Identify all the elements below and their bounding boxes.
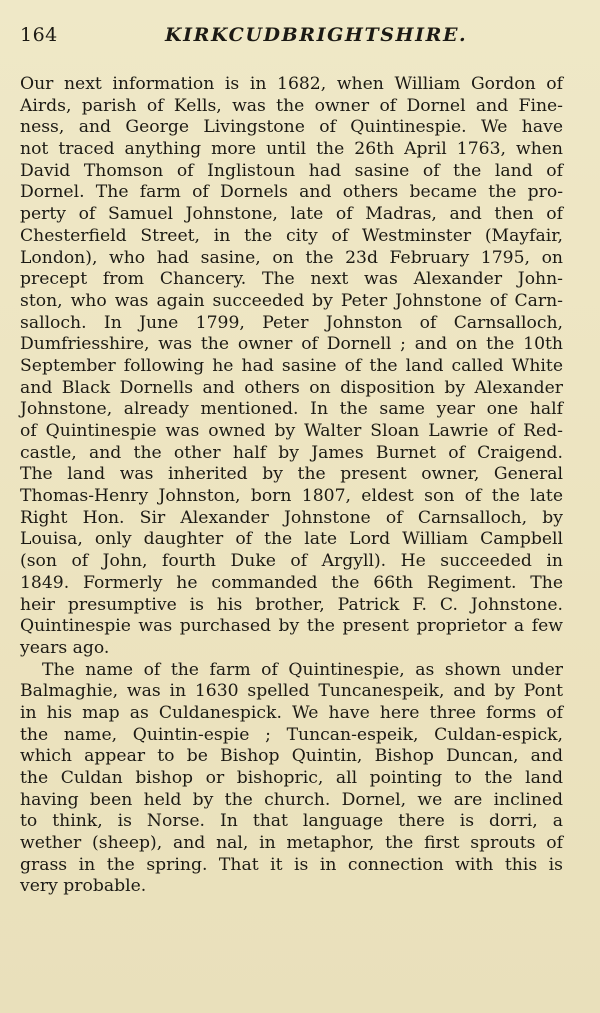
page-number: 164 bbox=[20, 24, 58, 46]
text-line: having been held by the church. Dornel, we are inclined bbox=[20, 789, 563, 810]
text-line: grass in the spring. That it is in connection with this is bbox=[20, 854, 563, 875]
page-header bbox=[20, 24, 565, 54]
text-line: not traced anything more until the 26th April 1763, when bbox=[20, 139, 563, 160]
paragraph bbox=[20, 74, 563, 660]
text-line: Our next information is in 1682, when William Gordon of bbox=[20, 74, 563, 94]
body-text bbox=[20, 74, 563, 898]
text-line: Dornel. The farm of Dornels and others became the pro- bbox=[20, 182, 563, 203]
text-line: which appear to be Bishop Quintin, Bishop Duncan, and bbox=[20, 746, 563, 767]
text-line: castle, and the other half by James Burnet of Craigend. bbox=[20, 442, 563, 463]
text-line: Dumfriesshire, was the owner of Dornell ; and on the 10th bbox=[20, 334, 563, 355]
text-line: the name, Quintin-espie ; Tuncan-espeik, Culdan-espick, bbox=[20, 724, 563, 745]
text-line: ston, who was again succeeded by Peter Johnstone of Carn- bbox=[20, 290, 563, 311]
text-line: Balmaghie, was in 1630 spelled Tuncanespeik, and by Pont bbox=[20, 681, 563, 702]
text-line: in his map as Culdanespick. We have here three forms of bbox=[20, 702, 563, 723]
text-line: Thomas-Henry Johnston, born 1807, eldest son of the late bbox=[20, 486, 563, 507]
text-line: Chesterfield Street, in the city of Westminster (Mayfair, bbox=[20, 225, 563, 246]
text-line: Johnstone, already mentioned. In the same year one half bbox=[20, 399, 563, 420]
text-line: the Culdan bishop or bishopric, all pointing to the land bbox=[20, 768, 563, 788]
text-line: Quintinespie was purchased by the present proprietor a few bbox=[20, 616, 563, 637]
text-line: salloch. In June 1799, Peter Johnston of Carnsalloch, bbox=[20, 312, 563, 333]
paragraph bbox=[20, 660, 563, 899]
text-line: perty of Samuel Johnstone, late of Madras, and then of bbox=[20, 204, 563, 225]
text-line: years ago. bbox=[20, 637, 110, 658]
text-line: The name of the farm of Quintinespie, as shown under bbox=[42, 659, 563, 680]
text-line: Airds, parish of Kells, was the owner of Dornel and Fine- bbox=[20, 95, 563, 116]
text-line: and Black Dornells and others on disposition by Alexander bbox=[20, 377, 563, 398]
text-line: London), who had sasine, on the 23d February 1795, on bbox=[20, 247, 563, 268]
text-line: Right Hon. Sir Alexander Johnstone of Carnsalloch, by bbox=[20, 507, 563, 528]
running-title: KIRKCUDBRIGHTSHIRE. bbox=[165, 24, 468, 46]
text-line: David Thomson of Inglistoun had sasine of the land of bbox=[20, 160, 563, 181]
text-line: September following he had sasine of the land called White bbox=[20, 355, 563, 376]
text-line: The land was inherited by the present owner, General bbox=[20, 464, 563, 485]
text-line: precept from Chancery. The next was Alexander John- bbox=[20, 269, 563, 290]
text-line: (son of John, fourth Duke of Argyll). He succeeded in bbox=[20, 551, 563, 572]
text-line: very probable. bbox=[20, 876, 147, 897]
text-line: 1849. Formerly he commanded the 66th Regiment. The bbox=[20, 572, 563, 593]
text-line: of Quintinespie was owned by Walter Sloan Lawrie of Red- bbox=[20, 421, 563, 441]
text-line: ness, and George Livingstone of Quintinespie. We have bbox=[20, 117, 563, 138]
text-line: heir presumptive is his brother, Patrick F. C. Johnstone. bbox=[20, 594, 563, 615]
text-line: to think, is Norse. In that language there is dorri, a bbox=[20, 811, 563, 832]
paragraph-container bbox=[20, 74, 563, 898]
text-line: wether (sheep), and nal, in metaphor, the first sprouts of bbox=[20, 833, 563, 854]
text-line: Louisa, only daughter of the late Lord William Campbell bbox=[20, 529, 563, 550]
